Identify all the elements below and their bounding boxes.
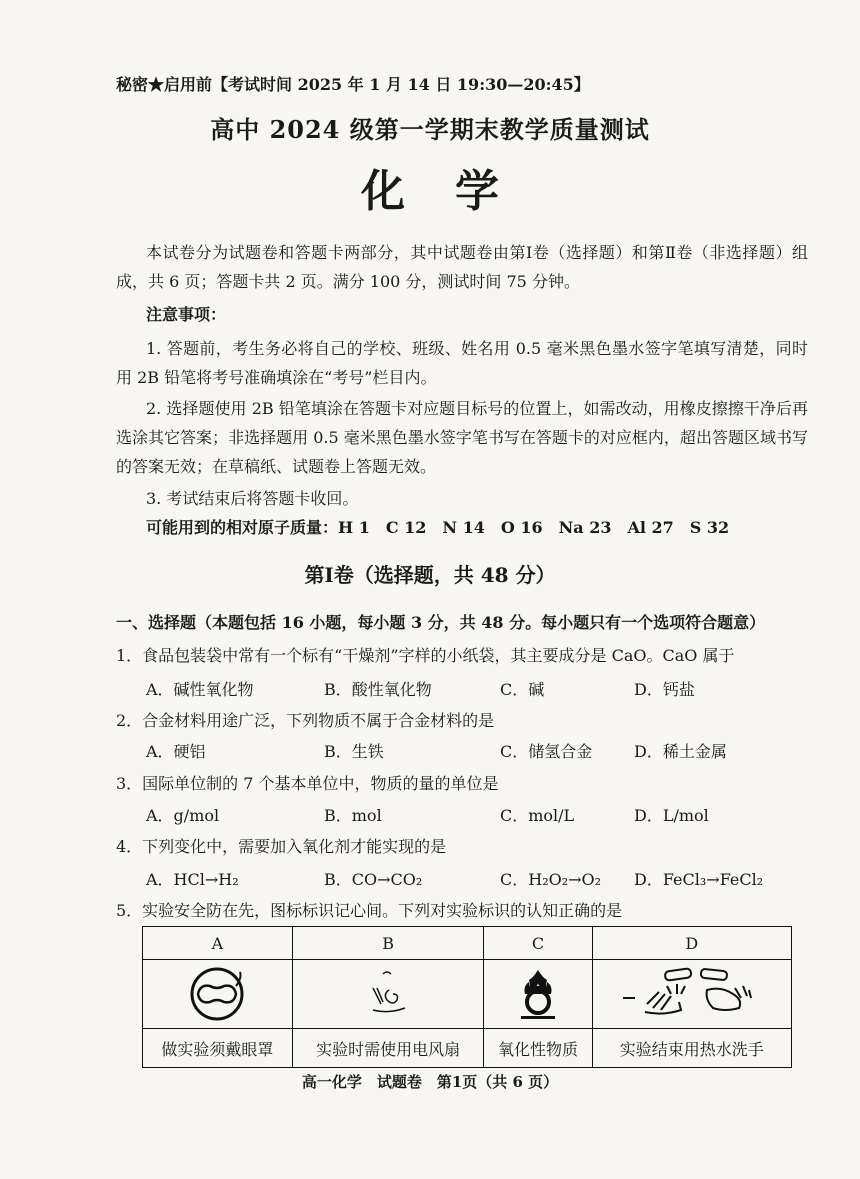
sign-header-a: A	[143, 927, 293, 960]
notice-heading: 注意事项：	[146, 305, 227, 324]
question-5-stem: 5．实验安全防在先，图标标识记心间。下列对实验标识的认知正确的是	[116, 901, 623, 920]
hand-wash-sign-icon	[617, 964, 767, 1024]
lab-sign-table	[142, 926, 792, 1068]
section-title: 第Ⅰ卷（选择题，共 48 分）	[304, 563, 556, 587]
question-4-stem: 4．下列变化中，需要加入氧化剂才能实现的是	[116, 837, 447, 856]
option-d: D．FeCl₃→FeCl₂	[634, 870, 764, 889]
atomic-masses: 可能用到的相对原子质量：H 1 C 12 N 14 O 16 Na 23 Al 27 S 32	[146, 518, 730, 537]
subject-title: 化学	[361, 166, 549, 217]
sign-icon-row	[143, 960, 792, 1029]
sign-header-d: D	[592, 927, 791, 960]
option-d: D．L/mol	[634, 806, 709, 825]
goggles-sign-icon	[182, 964, 252, 1024]
option-b: B．酸性氧化物	[324, 680, 432, 699]
page-footer: 高一化学 试题卷 第1页（共 6 页）	[301, 1073, 559, 1091]
option-a: A．HCl→H₂	[146, 870, 239, 889]
sign-header-c: C	[484, 927, 592, 960]
question-2-stem: 2．合金材料用途广泛，下列物质不属于合金材料的是	[116, 711, 495, 730]
part-title: 一、选择题（本题包括 16 小题，每小题 3 分，共 48 分。每小题只有一个选项符合题意）	[116, 613, 766, 632]
sign-caption-b: 实验时需使用电风扇	[292, 1029, 484, 1068]
notice-item-2: 2. 选择题使用 2B 铅笔填涂在答题卡对应题目标号的位置上，如需改动，用橡皮擦擦干净后再选涂其它答案；非选择题用 0.5 毫米黑色墨水签字笔书写在答题卡的对应框内，超出答题区域书写的答案无效；在草稿纸、试题卷上答题无效。	[116, 399, 808, 476]
option-b: B．mol	[324, 806, 382, 825]
notice-item-1: 1. 答题前，考生务必将自己的学校、班级、姓名用 0.5 毫米黑色墨水签字笔填写清楚，同时用 2B 铅笔将考号准确填涂在“考号”栏目内。	[116, 339, 808, 387]
intro-paragraph: 本试卷分为试题卷和答题卡两部分，其中试题卷由第Ⅰ卷（选择题）和第Ⅱ卷（非选择题）组成，共 6 页；答题卡共 2 页。满分 100 分，测试时间 75 分钟。	[116, 243, 808, 291]
option-c: C．H₂O₂→O₂	[500, 870, 602, 889]
sign-caption-row	[143, 1029, 792, 1068]
exam-title: 高中 2024 级第一学期末教学质量测试	[210, 115, 650, 144]
option-b: B．生铁	[324, 742, 384, 761]
option-c: C．储氢合金	[500, 742, 593, 761]
sign-caption-d: 实验结束用热水洗手	[592, 1029, 791, 1068]
sign-caption-c: 氧化性物质	[484, 1029, 592, 1068]
sign-table-header-row	[143, 927, 792, 960]
option-d: D．稀土金属	[634, 742, 727, 761]
notice-item-3: 3. 考试结束后将答题卡收回。	[146, 489, 359, 508]
option-c: C．mol/L	[500, 806, 575, 825]
question-3-stem: 3．国际单位制的 7 个基本单位中，物质的量的单位是	[116, 774, 499, 793]
sign-caption-a: 做实验须戴眼罩	[143, 1029, 293, 1068]
option-b: B．CO→CO₂	[324, 870, 423, 889]
confidential-line: 秘密★启用前【考试时间 2025 年 1 月 14 日 19:30—20:45】	[116, 75, 590, 94]
option-a: A．碱性氧化物	[146, 680, 254, 699]
option-c: C．碱	[500, 680, 545, 699]
option-a: A．硬铝	[146, 742, 206, 761]
question-1-stem: 1．食品包装袋中常有一个标有“干燥剂”字样的小纸袋，其主要成分是 CaO。CaO 属于	[116, 646, 735, 665]
option-d: D．钙盐	[634, 680, 695, 699]
fan-sign-icon	[353, 964, 423, 1024]
option-a: A．g/mol	[146, 806, 220, 825]
oxidizer-sign-icon	[503, 964, 573, 1024]
sign-header-b: B	[292, 927, 484, 960]
